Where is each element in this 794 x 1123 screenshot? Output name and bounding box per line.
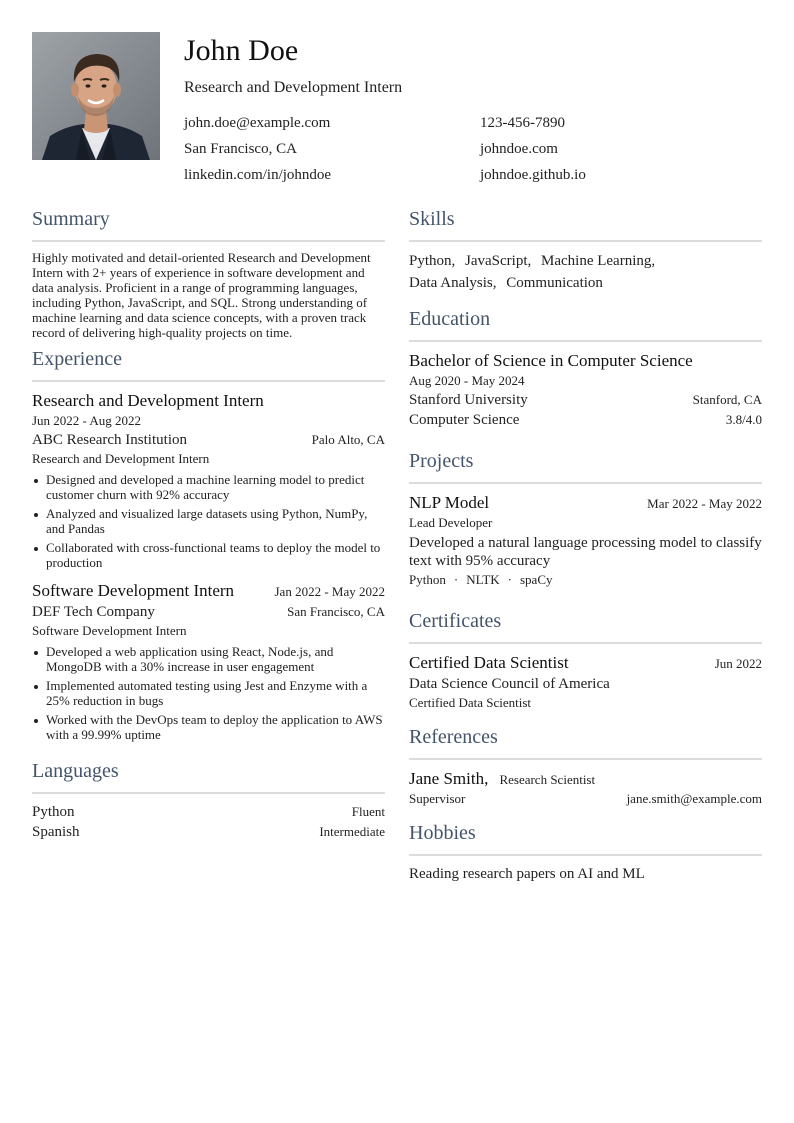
right-column [409,206,762,884]
skills-list [409,250,762,294]
bullet-item: Worked with the DevOps team to deploy the application to AWS with a 99.99% uptime [32,712,385,742]
education-field: Computer Science [409,412,520,428]
certificate-name: Certified Data Scientist [409,653,569,672]
website-link[interactable]: johndoe.com [480,141,558,157]
section-divider [409,240,762,242]
experience-item [32,390,385,570]
bullet-item: Analyzed and visualized large datasets using Python, NumPy, and Pandas [32,506,385,536]
bullet-item: Developed a web application using React, Node.js, and MongoDB with a 30% increase in user engagement [32,644,385,674]
education-section [409,306,762,430]
section-divider [32,380,385,382]
section-divider [409,758,762,760]
project-description: Developed a natural language processing model to classify text with 95% accuracy [409,535,762,569]
person-portrait-icon [32,32,160,160]
language-name: Spanish [32,824,80,840]
experience-bullets [32,644,385,742]
section-title: Skills [409,208,455,230]
language-level: Intermediate [319,824,385,839]
linkedin-link[interactable]: linkedin.com/in/johndoe [184,167,332,183]
hobbies-section [409,820,762,884]
experience-position: Research and Development Intern [32,391,264,410]
candidate-headline: Research and Development Intern [184,79,403,96]
bullet-item: Implemented automated testing using Jest and Enzyme with a 25% reduction in bugs [32,678,385,708]
project-dates: Mar 2022 - May 2022 [647,496,762,511]
references-section [409,724,762,808]
experience-item [32,580,385,742]
education-degree: Bachelor of Science in Computer Science [409,351,693,370]
skill-tag: Machine Learning, [541,253,656,269]
summary-text: Highly motivated and detail-oriented Research and Development Intern with 2+ years of experience in software development and data analysis. Proficient in a range of programming languages, including Python, JavaScript, and SQL. Strong understanding of machine learning and data science concepts, with a proven track record of delivering high-quality projects on time. [32,250,371,340]
experience-role: Software Development Intern [32,623,187,638]
language-level: Fluent [351,804,385,819]
left-column [32,206,385,842]
skills-section [409,206,762,294]
experience-dates: Jan 2022 - May 2022 [274,584,385,599]
tag-separator: · [507,572,512,587]
experience-location: San Francisco, CA [287,604,385,619]
skill-tag: Communication [506,275,603,291]
bullet-item: Designed and developed a machine learning model to predict customer churn with 92% accuracy [32,472,385,502]
bullet-item: Collaborated with cross-functional teams to deploy the model to production [32,540,385,570]
section-title: References [409,726,498,748]
education-gpa: 3.8/4.0 [725,412,762,427]
project-tag: NLTK [466,572,500,587]
hobbies-text: Reading research papers on AI and ML [409,866,645,882]
project-role: Lead Developer [409,515,493,530]
languages-section [32,758,385,842]
project-tags [409,570,762,590]
profile-photo [32,32,160,160]
experience-company: DEF Tech Company [32,604,155,620]
experience-role: Research and Development Intern [32,451,210,466]
experience-position: Software Development Intern [32,581,235,600]
certificate-date: Jun 2022 [714,656,762,671]
project-tag: spaCy [520,572,553,587]
phone-number[interactable]: 123-456-7890 [480,115,565,131]
skill-tag: JavaScript, [465,253,532,269]
candidate-name: John Doe [184,34,299,67]
section-divider [32,792,385,794]
project-tag: Python [409,572,446,587]
reference-name: Jane Smith, [409,769,489,788]
github-link[interactable]: johndoe.github.io [480,167,586,183]
certificate-issuer: Data Science Council of America [409,676,610,692]
projects-section [409,448,762,590]
skill-tag: Python, [409,253,456,269]
education-school: Stanford University [409,392,528,408]
location-text: San Francisco, CA [184,141,297,157]
reference-relation: Supervisor [409,791,466,806]
experience-bullets [32,472,385,570]
section-title: Projects [409,450,474,472]
section-divider [409,642,762,644]
certificate-subtitle: Certified Data Scientist [409,695,532,710]
section-title: Hobbies [409,822,476,844]
section-title: Summary [32,208,110,230]
certificates-section [409,608,762,712]
email-link[interactable]: john.doe@example.com [184,115,331,131]
education-dates: Aug 2020 - May 2024 [409,373,525,388]
tag-separator: · [453,572,459,587]
education-location: Stanford, CA [692,392,762,407]
section-title: Education [409,308,491,330]
resume-header [32,32,762,192]
experience-dates: Jun 2022 - Aug 2022 [32,413,142,428]
experience-location: Palo Alto, CA [311,432,385,447]
section-title: Experience [32,348,122,370]
section-divider [409,482,762,484]
experience-company: ABC Research Institution [32,432,187,448]
section-divider [32,240,385,242]
project-name: NLP Model [409,493,490,512]
section-divider [409,854,762,856]
experience-section [32,346,385,742]
section-title: Languages [32,760,119,782]
skill-tag: Data Analysis, [409,275,497,291]
section-divider [409,340,762,342]
reference-position: Research Scientist [499,772,596,787]
language-name: Python [32,804,75,820]
reference-email[interactable]: jane.smith@example.com [626,791,762,806]
section-title: Certificates [409,610,502,632]
summary-section [32,206,385,340]
